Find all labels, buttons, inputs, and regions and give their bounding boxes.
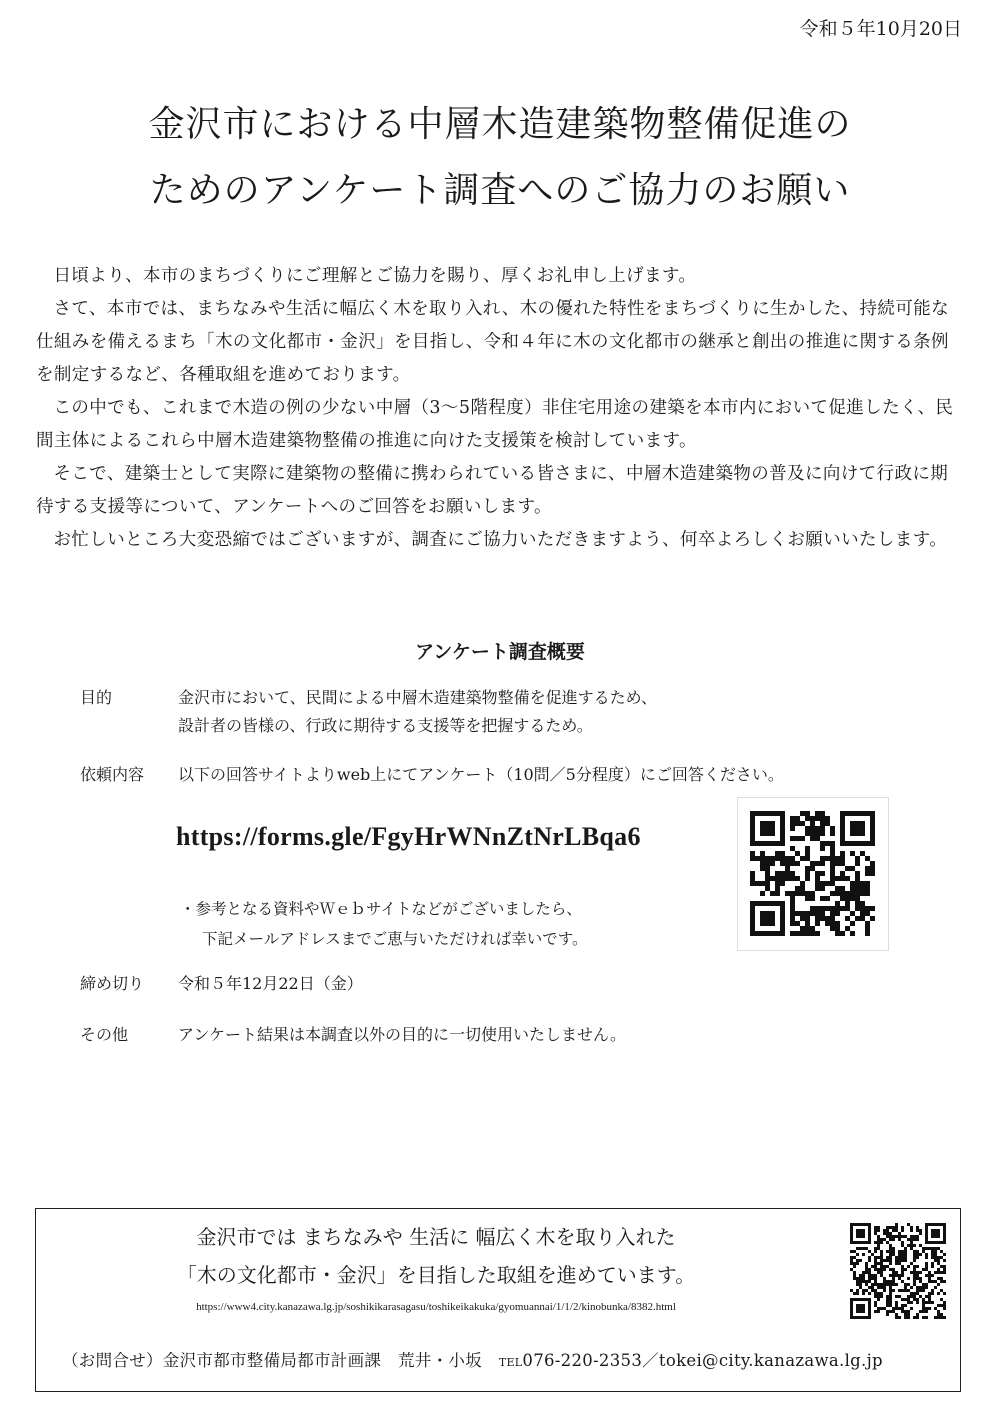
body-paragraph-5: お忙しいところ大変恐縮ではございますが、調査にご協力いただきますよう、何卒よろしくお願いいたします。: [53, 530, 948, 550]
request-text: 以下の回答サイトよりweb上にてアンケート（10問／5分程度）にご回答ください。: [178, 765, 784, 784]
note-line-2: 下記メールアドレスまでご恵与いただければ幸いです。: [202, 930, 588, 948]
footer-qr-code[interactable]: [850, 1223, 946, 1319]
survey-url-link[interactable]: https://forms.gle/FgyHrWNnZtNrLBqa6: [176, 822, 641, 851]
purpose-line-2: 設計者の皆様の、行政に期待する支援等を把握するため。: [178, 716, 593, 735]
body-paragraph-2: さて、本市では、まちなみや生活に幅広く木を取り入れ、木の優れた特性をまちづくりに生かした、持続可能な仕組みを備えるまち「木の文化都市・金沢」を目指し、令和４年に木の文化都市の継承と創出の推進に関する条例を制定するなど、各種取組を進めております。: [36, 299, 950, 385]
body-text: [36, 260, 966, 557]
footer-url-link[interactable]: https://www4.city.kanazawa.lg.jp/soshikikarasagasu/toshikeikakuka/gyomuannai/1/1/2/kinobunka/8382.html: [196, 1301, 676, 1313]
contact-prefix: （お問合せ）金沢市都市整備局都市計画課 荒井・小坂: [62, 1351, 499, 1370]
purpose-text: [178, 684, 858, 740]
body-paragraph-4: そこで、建築士として実際に建築物の整備に携わられている皆さまに、中層木造建築物の普及に向けて行政に期待する支援等について、アンケートへのご回答をお願いします。: [36, 464, 949, 517]
purpose-label: [80, 684, 160, 712]
survey-qr-code[interactable]: [737, 797, 889, 951]
purpose-label-text: 目的: [80, 688, 113, 707]
title-line-1: 金沢市における中層木造建築物整備促進の: [148, 104, 852, 145]
survey-outline-heading: アンケート調査概要: [415, 641, 585, 663]
purpose-line-1: 金沢市において、民間による中層木造建築物整備を促進するため、: [178, 688, 658, 707]
body-paragraph-1: 日頃より、本市のまちづくりにご理解とご協力を賜り、厚くお礼申し上げます。: [53, 266, 697, 286]
title-line-2: ためのアンケート調査へのご協力のお願い: [149, 170, 851, 211]
other-text: アンケート結果は本調査以外の目的に一切使用いたしません。: [178, 1025, 627, 1044]
footer-box: [35, 1208, 961, 1392]
footer-line-1: 金沢市では まちなみや 生活に 幅広く木を取り入れた: [196, 1225, 676, 1249]
deadline-text: 令和５年12月22日（金）: [178, 974, 363, 993]
document-title: [0, 92, 1000, 224]
other-label: [80, 1021, 160, 1049]
other-label-text: その他: [80, 1025, 129, 1044]
request-label: 依頼内容: [80, 765, 145, 784]
note-line-1: ・参考となる資料やＷｅｂサイトなどがございましたら、: [180, 900, 582, 918]
body-paragraph-3: この中でも、これまで木造の例の少ない中層（3〜5階程度）非住宅用途の建築を本市内において促進したく、民間主体によるこれら中層木造建築物整備の推進に向けた支援策を検討しています。: [36, 398, 954, 451]
reference-note: [180, 894, 588, 954]
tel-mark: TEL: [498, 1356, 523, 1369]
footer-line-2: 「木の文化都市・金沢」を目指した取組を進めています。: [176, 1263, 696, 1287]
contact-tel-email[interactable]: 076-220-2353／tokei@city.kanazawa.lg.jp: [522, 1351, 883, 1370]
contact-info: [62, 1347, 883, 1371]
deadline-label: 締め切り: [80, 974, 145, 993]
document-date: 令和５年10月20日: [799, 18, 962, 40]
